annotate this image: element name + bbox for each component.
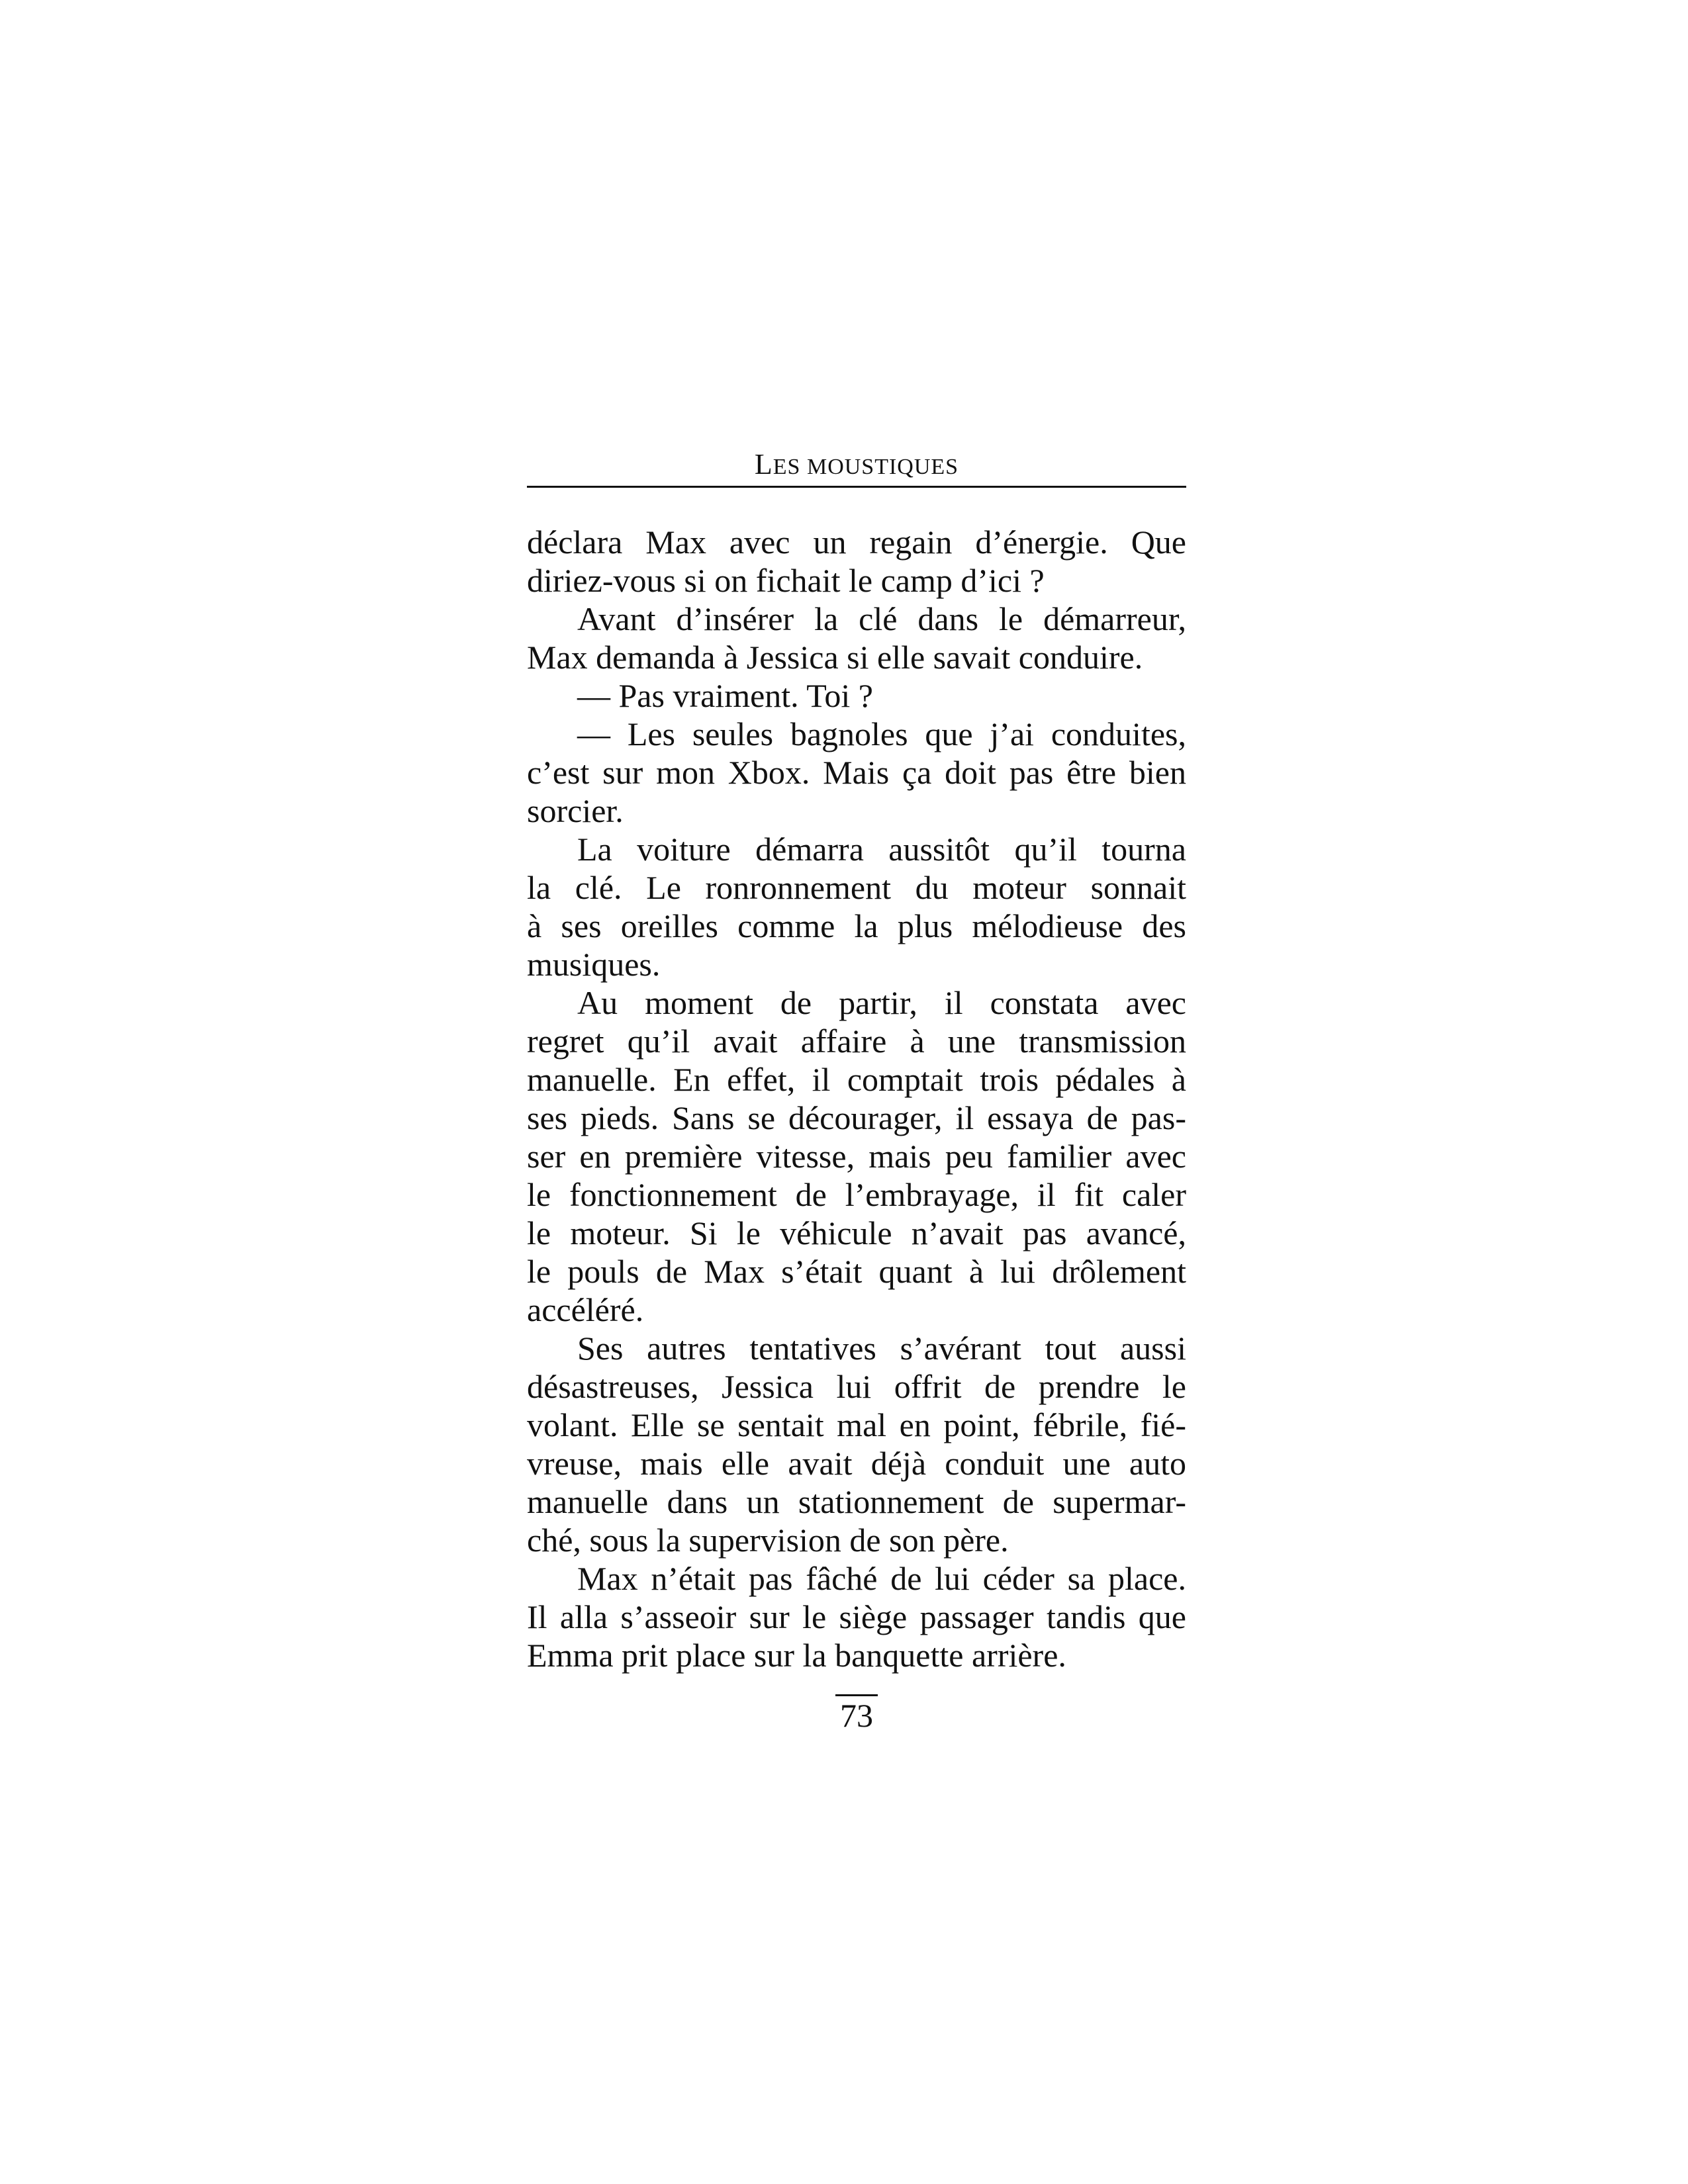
- text-line: manuelle dans un stationnement de supermar-: [527, 1483, 1186, 1520]
- text-line: — Pas vraiment. Toi ?: [577, 677, 873, 714]
- text-line: manuelle. En effet, il comptait trois pédales à: [527, 1061, 1186, 1098]
- text-line: désastreuses, Jessica lui offrit de prendre le: [527, 1368, 1186, 1405]
- text-line: le fonctionnement de l’embrayage, il fit caler: [527, 1176, 1186, 1213]
- running-head: [527, 445, 1186, 484]
- text-line: la clé. Le ronronnement du moteur sonnait: [527, 869, 1186, 906]
- text-line: musiques.: [527, 946, 661, 983]
- text-line: Il alla s’asseoir sur le siège passager tandis que: [527, 1598, 1186, 1635]
- text-line: ché, sous la supervision de son père.: [527, 1522, 1009, 1559]
- text-line: ser en première vitesse, mais peu familier avec: [527, 1138, 1186, 1175]
- text-line: à ses oreilles comme la plus mélodieuse des: [527, 907, 1186, 944]
- text-line: le pouls de Max s’était quant à lui drôlement: [527, 1253, 1186, 1290]
- text-line: diriez-vous si on fichait le camp d’ici ?: [527, 562, 1045, 599]
- text-line: c’est sur mon Xbox. Mais ça doit pas être bien: [527, 754, 1186, 791]
- page-number: 73: [835, 1694, 878, 1735]
- text-line: — Les seules bagnoles que j’ai conduites,: [577, 715, 1186, 752]
- text-line: La voiture démarra aussitôt qu’il tourna: [577, 831, 1186, 868]
- text-line: Emma prit place sur la banquette arrière.: [527, 1637, 1066, 1674]
- text-line: Avant d’insérer la clé dans le démarreur,: [577, 600, 1186, 637]
- body-text: [527, 523, 1186, 1674]
- text-line: accéléré.: [527, 1291, 644, 1328]
- running-head-initial: L: [754, 448, 773, 480]
- running-head-small-caps: ES MOUSTIQUES: [773, 455, 959, 479]
- text-line: volant. Elle se sentait mal en point, fébrile, fié-: [527, 1406, 1186, 1443]
- text-line: Au moment de partir, il constata avec: [577, 984, 1186, 1021]
- text-line: vreuse, mais elle avait déjà conduit une auto: [527, 1445, 1186, 1482]
- text-line: déclara Max avec un regain d’énergie. Que: [527, 523, 1186, 561]
- text-line: Max n’était pas fâché de lui céder sa place.: [577, 1560, 1186, 1597]
- text-line: ses pieds. Sans se décourager, il essaya de pas-: [527, 1099, 1186, 1136]
- text-line: Max demanda à Jessica si elle savait conduire.: [527, 639, 1143, 676]
- text-line: le moteur. Si le véhicule n’avait pas avancé,: [527, 1214, 1186, 1251]
- text-line: sorcier.: [527, 792, 624, 829]
- text-line: Ses autres tentatives s’avérant tout aussi: [577, 1330, 1186, 1367]
- header-rule: [527, 486, 1186, 488]
- text-line: regret qu’il avait affaire à une transmission: [527, 1023, 1186, 1060]
